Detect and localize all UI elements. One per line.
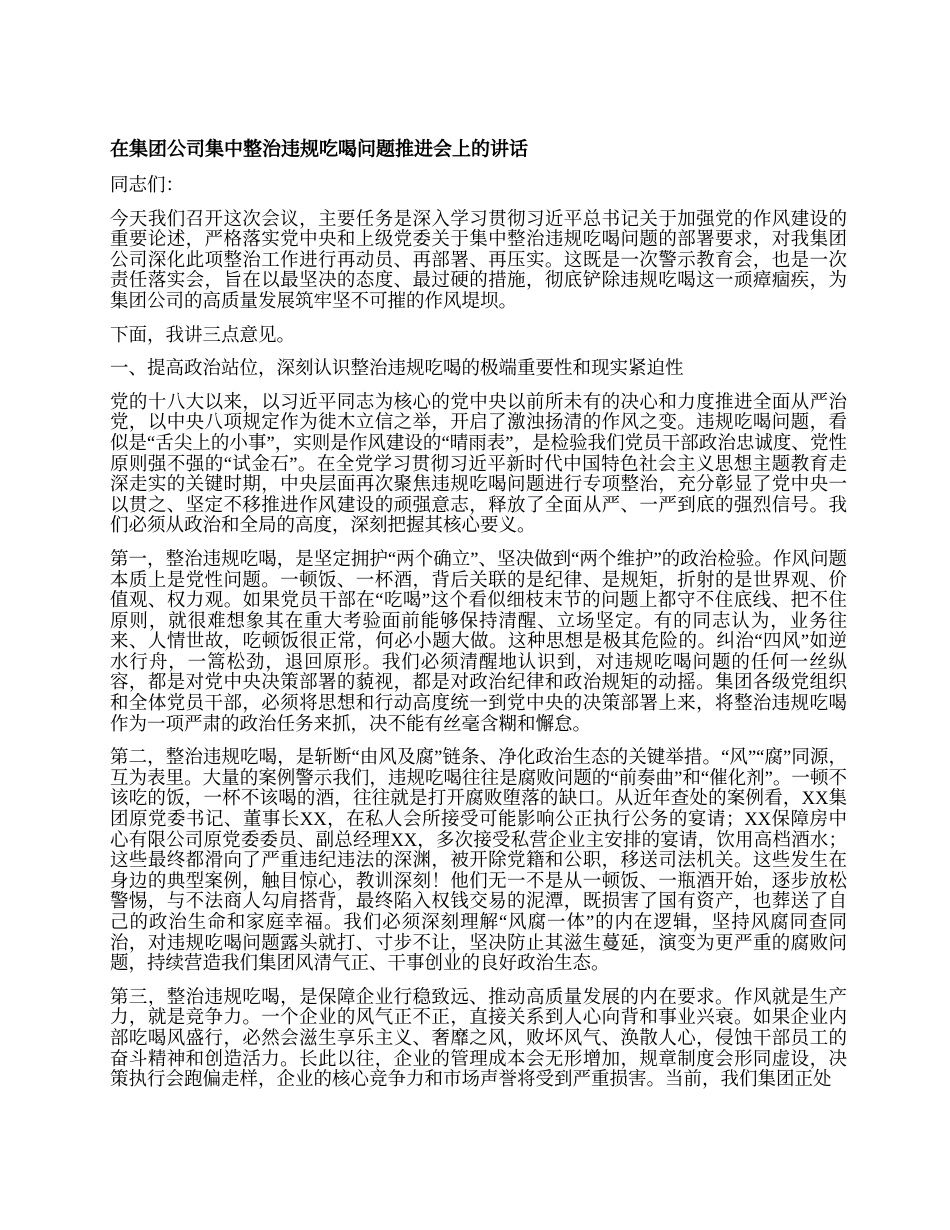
- paragraph-point-1: 第一，整治违规吃喝，是坚定拥护“两个确立”、坚决做到“两个维护”的政治检验。作风问题本质上是党性问题。一顿饭、一杯酒，背后关联的是纪律、是规矩，折射的是世界观、价值观、权力观。如果党员干部在“吃喝”这个看似细枝末节的问题上都守不住底线、把不住原则，就很难想象其在重大考验面前能够保持清醒、立场坚定。有的同志认为，业务往来、人情世故，吃顿饭很正常，何必小题大做。这种思想是极其危险的。纠治“四风”如逆水行舟，一篙松劲，退回原形。我们必须清醒地认识到，对违规吃喝问题的任何一丝纵容，都是对党中央决策部署的藐视，都是对政治纪律和政治规矩的动摇。集团各级党组织和全体党员干部，必须将思想和行动高度统一到党中央的决策部署上来，将整治违规吃喝作为一项严肃的政治任务来抓，决不能有丝毫含糊和懈怠。: [110, 549, 847, 735]
- document-body: [110, 138, 847, 1091]
- paragraph-transition: 下面，我讲三点意见。: [110, 325, 296, 346]
- paragraph-point-2: 第二，整治违规吃喝，是斩断“由风及腐”链条、净化政治生态的关键举措。“风”“腐”同源，互为表里。大量的案例警示我们，违规吃喝往往是腐败问题的“前奏曲”和“催化剂”。一顿不该吃的饭，一杯不该喝的酒，往往就是打开腐败堕落的缺口。从近年查处的案例看，XX集团原党委书记、董事长XX，在私人会所接受可能影响公正执行公务的宴请；XX保障房中心有限公司原党委委员、副总经理XX，多次接受私营企业主安排的宴请，饮用高档酒水；这些最终都滑向了严重违纪违法的深渊，被开除党籍和公职，移送司法机关。这些发生在身边的典型案例，触目惊心，教训深刻！他们无一不是从一顿饭、一瓶酒开始，逐步放松警惕，与不法商人勾肩搭背，最终陷入权钱交易的泥潭，既损害了国有资产，也葬送了自己的政治生命和家庭幸福。我们必须深刻理解“风腐一体”的内在逻辑，坚持风腐同查同治，对违规吃喝问题露头就打、寸步不让，坚决防止其滋生蔓延，演变为更严重的腐败问题，持续营造我们集团风清气正、干事创业的良好政治生态。: [110, 748, 847, 975]
- salutation: 同志们：: [110, 176, 185, 196]
- paragraph-intro: 今天我们召开这次会议，主要任务是深入学习贯彻习近平总书记关于加强党的作风建设的重要论述，严格落实党中央和上级党委关于集中整治违规吃喝问题的部署要求，对我集团公司深化此项整治工作进行再动员、再部署、再压实。这既是一次警示教育会，也是一次责任落实会，旨在以最坚决的态度、最过硬的措施，彻底铲除违规吃喝这一顽瘴痼疾，为集团公司的高质量发展筑牢坚不可摧的作风堤坝。: [110, 209, 847, 312]
- document-title: 在集团公司集中整治违规吃喝问题推进会上的讲话: [110, 139, 529, 160]
- section-heading-1: 一、提高政治站位，深刻认识整治违规吃喝的极端重要性和现实紧迫性: [110, 359, 684, 380]
- paragraph-section1-overview: 党的十八大以来，以习近平同志为核心的党中央以前所未有的决心和力度推进全面从严治党，以中央八项规定作为徙木立信之举，开启了激浊扬清的作风之变。违规吃喝问题，看似是“舌尖上的小事”，实则是作风建设的“晴雨表”，是检验我们党员干部政治忠诚度、党性原则强不强的“试金石”。在全党学习贯彻习近平新时代中国特色社会主义思想主题教育走深走实的关键时期，中央层面再次聚焦违规吃喝问题进行专项整治，充分彰显了党中央一以贯之、坚定不移推进作风建设的顽强意志，释放了全面从严、一严到底的强烈信号。我们必须从政治和全局的高度，深刻把握其核心要义。: [110, 392, 847, 537]
- paragraph-point-3-truncated: 第三，整治违规吃喝，是保障企业行稳致远、推动高质量发展的内在要求。作风就是生产力，就是竞争力。一个企业的风气正不正，直接关系到人心向背和事业兴衰。如果企业内部吃喝风盛行，必然会滋生享乐主义、奢靡之风，败坏风气、涣散人心，侵蚀干部员工的奋斗精神和创造活力。长此以往，企业的管理成本会无形增加，规章制度会形同虚设，决策执行会跑偏走样，企业的核心竞争力和市场声誉将受到严重损害。当前，我们集团正处: [110, 987, 847, 1091]
